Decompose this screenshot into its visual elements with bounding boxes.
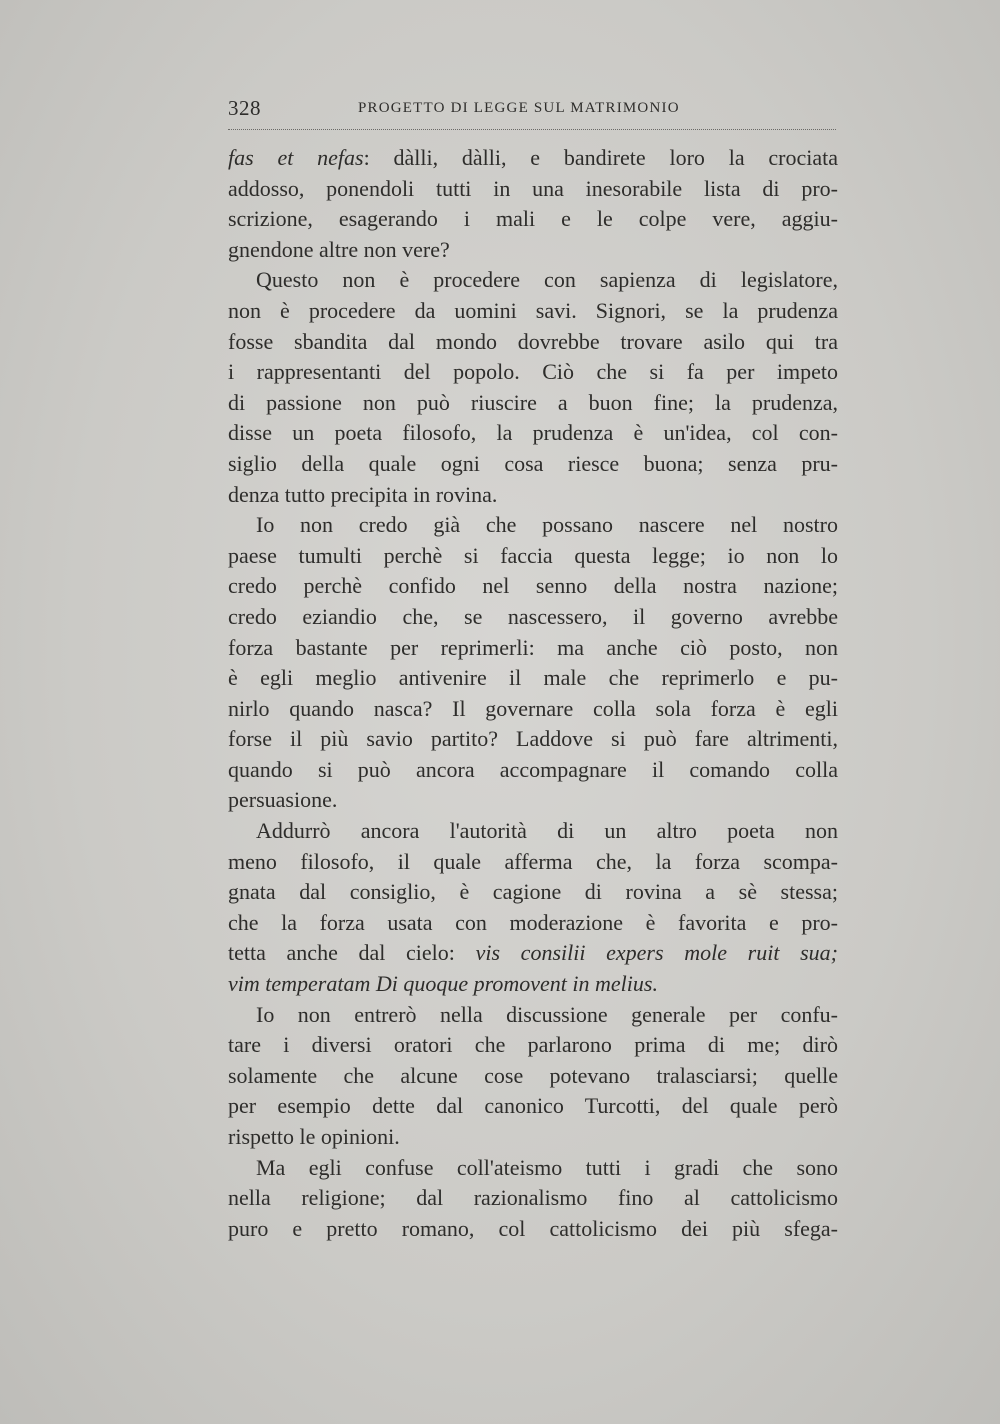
text-line [228,143,838,174]
italic-text: vis consilii expers mole ruit sua; [475,940,838,966]
text-line [228,663,838,694]
text-line [228,265,838,296]
text-line [228,541,838,572]
text-segment: fosse sbandita dal mondo dovrebbe trovare asilo qui tra [228,328,838,354]
text-segment: paese tumulti perchè si faccia questa legge; io non lo [228,542,838,568]
text-line [228,1153,838,1184]
text-line [228,816,838,847]
text-segment: addosso, ponendoli tutti in una inesorabile lista di pro- [228,175,838,201]
header-rule [228,129,836,130]
text-line [228,571,838,602]
text-line [228,1061,838,1092]
text-segment: nella religione; dal razionalismo fino al cattolicismo [228,1185,838,1211]
text-segment: nirlo quando nasca? Il governare colla sola forza è egli [228,695,838,721]
text-line [228,1183,838,1214]
text-line [228,1091,838,1122]
text-line [228,418,838,449]
text-line [228,327,838,358]
text-segment: : dàlli, dàlli, e bandirete loro la crociata [363,145,838,170]
text-line [228,204,838,235]
text-line [228,357,838,388]
text-line [228,755,838,786]
text-segment: meno filosofo, il quale afferma che, la forza scompa- [228,848,838,874]
text-line [228,174,838,205]
text-line [228,235,838,266]
text-segment: Questo non è procedere con sapienza di legislatore, [256,267,838,293]
text-segment: i rappresentanti del popolo. Ciò che si fa per impeto [228,359,838,385]
text-line [228,1122,838,1153]
text-segment: scrizione, esagerando i mali e le colpe vere, aggiu- [228,206,838,232]
text-line [228,296,838,327]
running-head: PROGETTO DI LEGGE SUL MATRIMONIO [358,100,680,116]
text-segment: gnendone altre non vere? [228,236,450,262]
text-segment: non è procedere da uomini savi. Signori, se la prudenza [228,297,838,323]
text-segment: rispetto le opinioni. [228,1124,400,1149]
page-header [228,96,836,128]
text-segment: è egli meglio antivenire il male che reprimerlo e pu- [228,665,838,691]
text-line [228,510,838,541]
page-number: 328 [228,96,261,120]
text-segment: tetta anche dal cielo: [228,940,476,966]
text-line [228,847,838,878]
text-line [228,724,838,755]
text-line [228,877,838,908]
text-line [228,388,838,419]
text-segment: di passione non può riuscire a buon fine; la prudenza, [228,389,838,415]
text-line [228,1030,838,1061]
text-line [228,480,838,511]
text-segment: per esempio dette dal canonico Turcotti, del quale però [228,1093,838,1119]
text-segment: puro e pretto romano, col cattolicismo dei più sfega- [228,1215,838,1241]
text-line [228,1214,838,1245]
text-segment: siglio della quale ogni cosa riesce buona; senza pru- [228,450,838,476]
text-segment: solamente che alcune cose potevano tralasciarsi; quelle [228,1062,838,1088]
text-line [228,694,838,725]
text-line [228,969,838,1000]
text-segment: persuasione. [228,787,338,813]
text-segment: Addurrò ancora l'autorità di un altro poeta non [256,818,838,844]
text-segment: credo eziandio che, se nascessero, il governo avrebbe [228,603,838,629]
italic-text: vim temperatam Di quoque promovent in melius. [228,971,658,997]
text-segment: Io non credo già che possano nascere nel nostro [256,512,838,538]
text-segment: Ma egli confuse coll'ateismo tutti i gradi che sono [256,1154,838,1180]
text-segment: forza bastante per reprimerli: ma anche ciò posto, non [228,634,838,660]
text-segment: gnata dal consiglio, è cagione di rovina a sè stessa; [228,879,838,905]
text-segment: forse il più savio partito? Laddove si può fare altrimenti, [228,726,838,752]
text-segment: tare i diversi oratori che parlarono prima di me; dirò [228,1032,838,1058]
text-line [228,785,838,816]
text-segment: quando si può ancora accompagnare il comando colla [228,756,838,782]
italic-text: fas et nefas [228,145,364,170]
text-line [228,1000,838,1031]
text-line [228,633,838,664]
text-segment: Io non entrerò nella discussione generale per confu- [256,1001,838,1027]
text-line [228,602,838,633]
text-line [228,938,838,969]
text-line [228,908,838,939]
text-segment: disse un poeta filosofo, la prudenza è un'idea, col con- [228,420,838,446]
text-segment: che la forza usata con moderazione è favorita e pro- [228,909,838,935]
text-segment: credo perchè confido nel senno della nostra nazione; [228,573,838,599]
text-line [228,449,838,480]
body-text [228,143,838,1244]
text-segment: denza tutto precipita in rovina. [228,481,498,507]
